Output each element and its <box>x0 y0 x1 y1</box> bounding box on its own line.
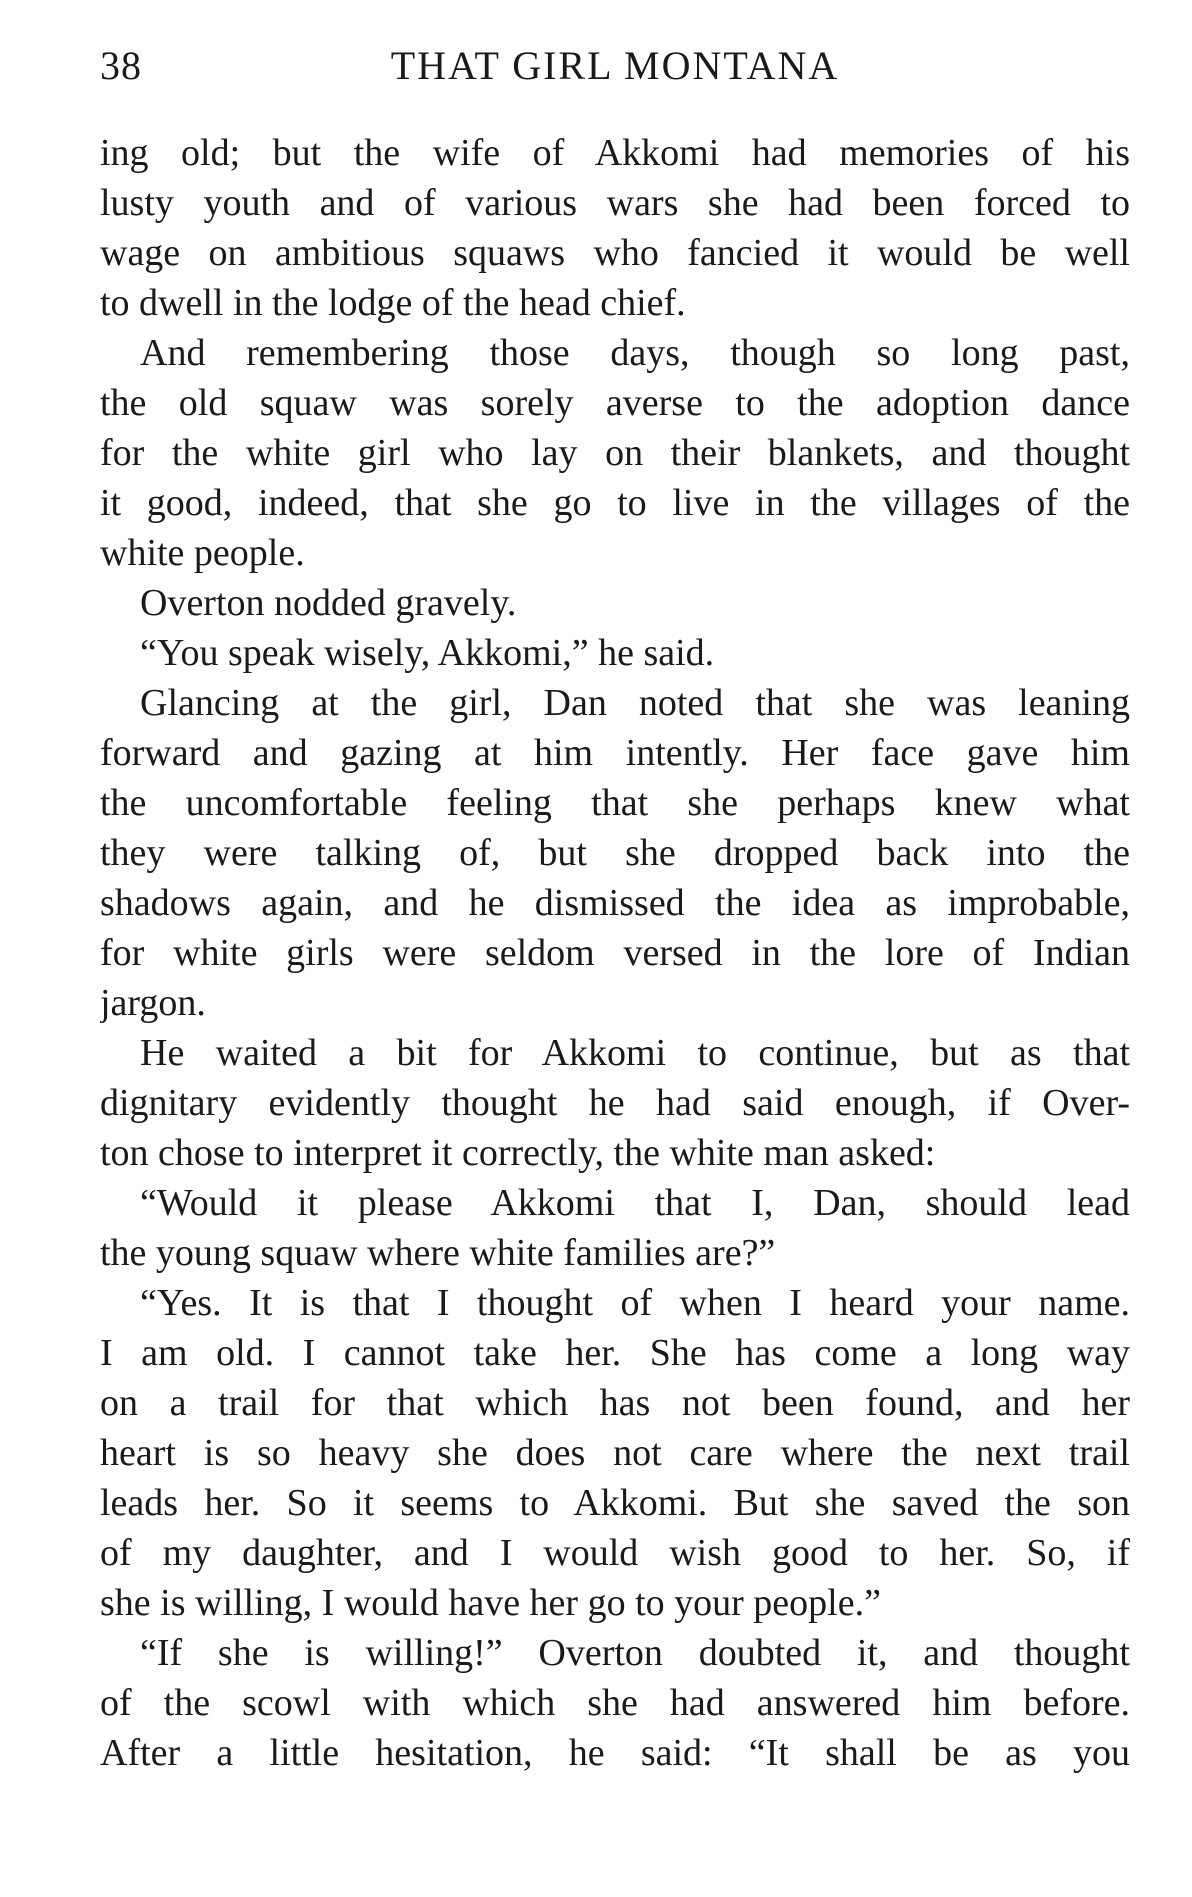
text-line: leads her. So it seems to Akkomi. But she saved the son <box>100 1482 1130 1524</box>
book-title: THAT GIRL MONTANA <box>390 43 840 88</box>
text-line: After a little hesitation, he said: “It shall be as you <box>100 1732 1130 1774</box>
text-line: “Yes. It is that I thought of when I heard your name. <box>140 1282 1130 1324</box>
text-line: the old squaw was sorely averse to the adoption dance <box>100 382 1130 424</box>
text-line: Glancing at the girl, Dan noted that she was leaning <box>140 682 1130 724</box>
text-line: they were talking of, but she dropped back into the <box>100 832 1130 874</box>
text-line: He waited a bit for Akkomi to continue, but as that <box>140 1032 1130 1074</box>
text-line: ing old; but the wife of Akkomi had memories of his <box>100 132 1130 174</box>
text-line: of my daughter, and I would wish good to her. So, if <box>100 1532 1130 1574</box>
text-line: she is willing, I would have her go to your people.” <box>100 1582 881 1624</box>
body-text <box>100 128 1130 1778</box>
text-line: I am old. I cannot take her. She has come a long way <box>100 1332 1130 1374</box>
text-line: “Would it please Akkomi that I, Dan, should lead <box>140 1182 1130 1224</box>
text-line: for white girls were seldom versed in the lore of Indian <box>100 932 1130 974</box>
text-line: shadows again, and he dismissed the idea as improbable, <box>100 882 1130 924</box>
text-line: dignitary evidently thought he had said enough, if Over- <box>100 1082 1130 1124</box>
text-line: lusty youth and of various wars she had been forced to <box>100 182 1130 224</box>
text-line: to dwell in the lodge of the head chief. <box>100 282 686 324</box>
text-line: the uncomfortable feeling that she perhaps knew what <box>100 782 1130 824</box>
text-line: wage on ambitious squaws who fancied it would be well <box>100 232 1130 274</box>
text-line: forward and gazing at him intently. Her face gave him <box>100 732 1130 774</box>
running-head <box>100 36 1130 96</box>
text-line: on a trail for that which has not been found, and her <box>100 1382 1130 1424</box>
text-line: white people. <box>100 532 305 574</box>
text-line: heart is so heavy she does not care where the next trail <box>100 1432 1130 1474</box>
text-line: “You speak wisely, Akkomi,” he said. <box>140 632 715 674</box>
text-line: the young squaw where white families are?” <box>100 1232 776 1274</box>
text-line: “If she is willing!” Overton doubted it, and thought <box>140 1632 1130 1674</box>
text-line: it good, indeed, that she go to live in the villages of the <box>100 482 1130 524</box>
text-line: ton chose to interpret it correctly, the white man asked: <box>100 1132 936 1174</box>
page-number: 38 <box>100 43 142 88</box>
text-line: of the scowl with which she had answered him before. <box>100 1682 1130 1724</box>
text-line: for the white girl who lay on their blankets, and thought <box>100 432 1130 474</box>
text-line: Overton nodded gravely. <box>140 582 517 624</box>
text-line: And remembering those days, though so long past, <box>140 332 1130 374</box>
text-line: jargon. <box>100 982 206 1024</box>
